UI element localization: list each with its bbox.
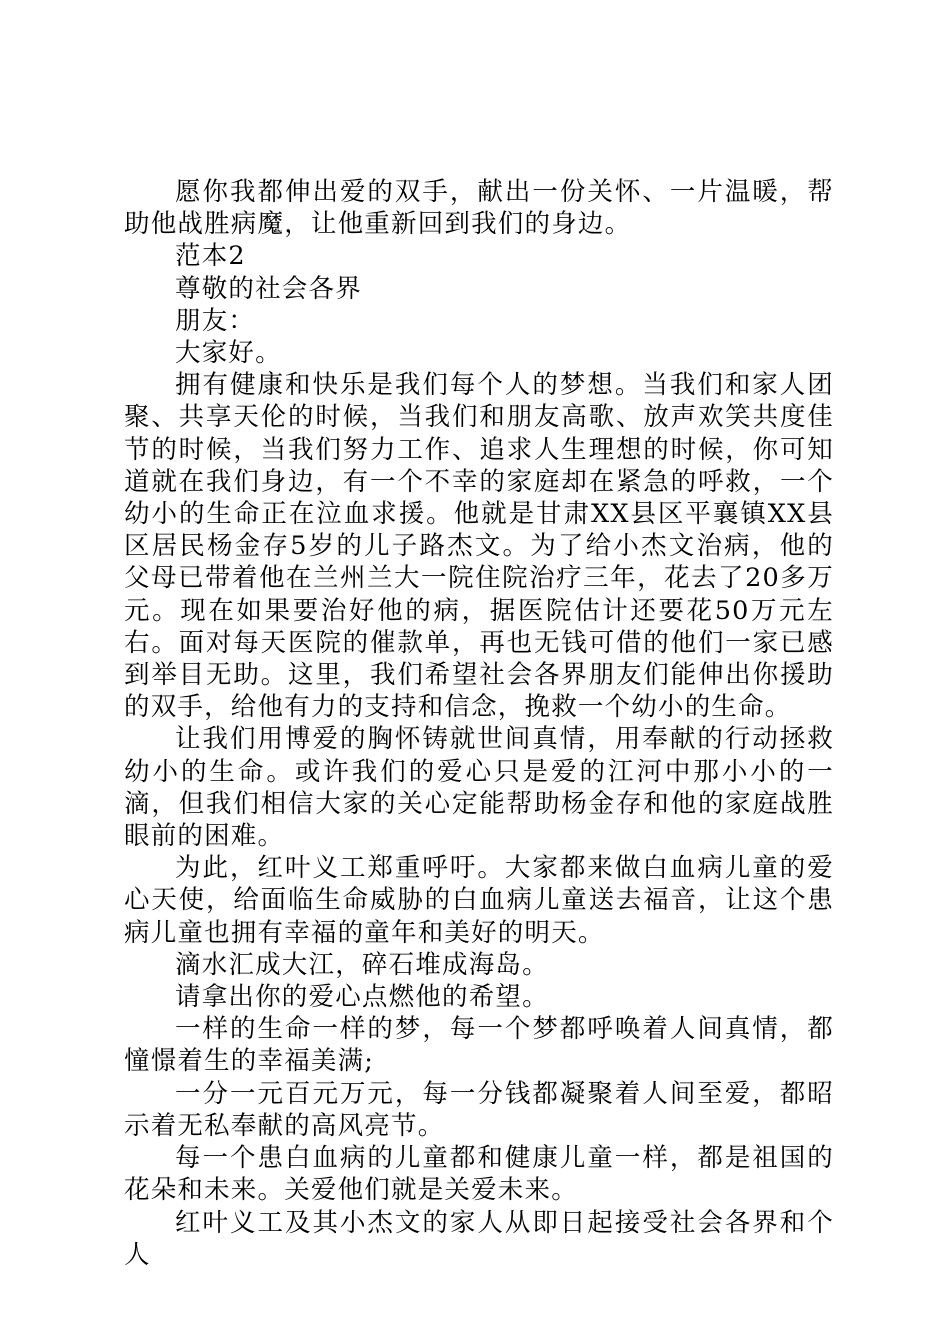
paragraph: 每一个患白血病的儿童都和健康儿童一样，都是祖国的花朵和未来。关爱他们就是关爱未来。 <box>124 1143 834 1206</box>
document-body <box>124 176 834 1271</box>
paragraph: 滴水汇成大江，碎石堆成海岛。 <box>175 949 549 980</box>
paragraph: 一分一元百元万元，每一分钱都凝聚着人间至爱，都昭示着无私奉献的高风亮节。 <box>124 1078 834 1141</box>
paragraph: 愿你我都伸出爱的双手，献出一份关怀、一片温暖，帮助他战胜病魔，让他重新回到我们的身边。 <box>124 177 834 240</box>
paragraph: 让我们用博爱的胸怀铸就世间真情，用奉献的行动拯救幼小的生命。或许我们的爱心只是爱的江河中那小小的一滴，但我们相信大家的关心定能帮助杨金存和他的家庭战胜眼前的困难。 <box>124 724 834 852</box>
paragraph: 请拿出你的爱心点燃他的希望。 <box>175 982 549 1013</box>
paragraph: 范本2 <box>175 241 246 272</box>
paragraph: 尊敬的社会各界 <box>175 273 362 304</box>
paragraph: 拥有健康和快乐是我们每个人的梦想。当我们和家人团聚、共享天伦的时候，当我们和朋友高歌、放声欢笑共度佳节的时候，当我们努力工作、追求人生理想的时候，你可知道就在我们身边，有一个不幸的家庭却在紧急的呼救，一个幼小的生命正在泣血求援。他就是甘肃XX县区平襄镇XX县区居民杨金存5岁的儿子路杰文。为了给小杰文治病，他的父母已带着他在兰州兰大一院住院治疗三年，花去了20多万元。现在如果要治好他的病，据医院估计还要花50万元左右。面对每天医院的催款单，再也无钱可借的他们一家已感到举目无助。这里，我们希望社会各界朋友们能伸出你援助的双手，给他有力的支持和信念，挽救一个幼小的生命。 <box>124 370 834 723</box>
paragraph: 一样的生命一样的梦，每一个梦都呼唤着人间真情，都憧憬着生的幸福美满; <box>124 1014 834 1077</box>
paragraph: 大家好。 <box>175 338 282 369</box>
paragraph: 为此，红叶义工郑重呼吁。大家都来做白血病儿童的爱心天使，给面临生命威胁的白血病儿童送去福音，让这个患病儿童也拥有幸福的童年和美好的明天。 <box>124 853 834 948</box>
paragraph: 红叶义工及其小杰文的家人从即日起接受社会各界和个人 <box>124 1207 834 1270</box>
paragraph: 朋友： <box>175 305 256 336</box>
